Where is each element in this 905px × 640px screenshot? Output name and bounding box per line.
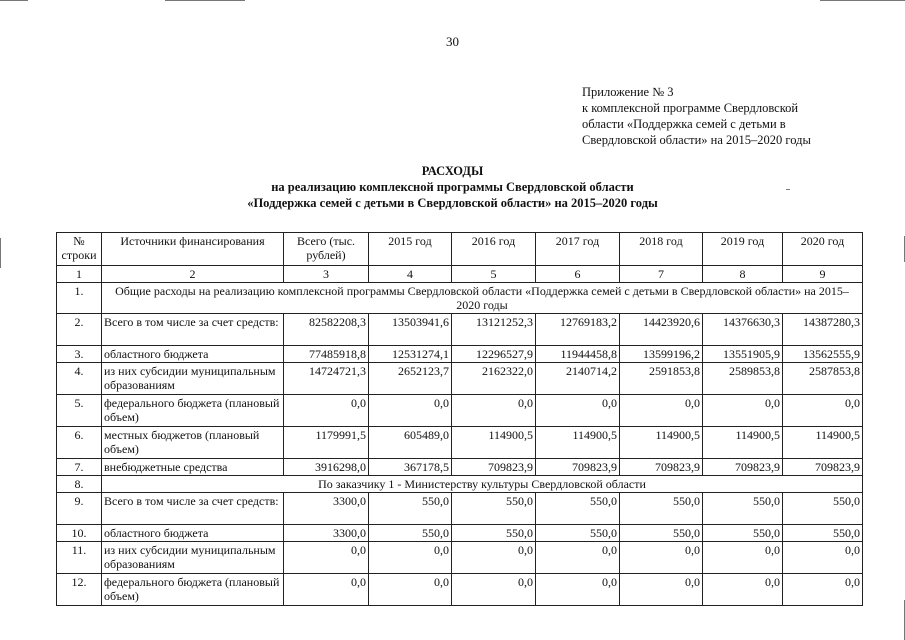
table-row [57,346,863,363]
row-number-cell: 4. [57,363,102,395]
table-row [57,493,863,525]
year-value-cell: 550,0 [369,493,452,525]
page-number: 30 [446,34,459,49]
year-value-cell: 550,0 [536,525,620,542]
heading-line: «Поддержка семей с детьми в Свердловской области» на 2015–2020 годы [247,196,658,210]
year-value-cell: 2591853,8 [620,363,703,395]
table-row [57,395,863,427]
column-number-row [57,266,863,283]
header-cell-year: 2018 год [620,233,703,266]
year-value-cell: 550,0 [703,525,783,542]
row-number-cell: 7. [57,459,102,476]
header-cell-year: 2020 год [783,233,863,266]
row-number-cell: 6. [57,427,102,459]
table-row [57,314,863,346]
year-value-cell: 709823,9 [452,459,536,476]
funding-source-cell: Всего в том числе за счет средств: [102,493,284,525]
total-value-cell: 77485918,8 [284,346,369,363]
header-cell-year: 2017 год [536,233,620,266]
year-value-cell: 550,0 [620,493,703,525]
year-value-cell: 0,0 [703,542,783,574]
appendix-line: области «Поддержка семей с детьми в [582,117,786,131]
scan-edge-mark-top-mid [165,0,245,1]
year-value-cell: 2140714,2 [536,363,620,395]
column-number: 2 [102,266,284,283]
total-value-cell: 3300,0 [284,493,369,525]
funding-source-cell: областного бюджета [102,525,284,542]
year-value-cell: 13562555,9 [783,346,863,363]
year-value-cell: 605489,0 [369,427,452,459]
table-row [57,476,863,493]
year-value-cell: 550,0 [452,493,536,525]
funding-source-cell: федерального бюджета (плановый объем) [102,395,284,427]
column-number: 7 [620,266,703,283]
year-value-cell: 2587853,8 [783,363,863,395]
year-value-cell: 12769183,2 [536,314,620,346]
year-value-cell: 0,0 [703,574,783,606]
funding-source-cell: из них субсидии муниципальным образованиям [102,542,284,574]
appendix-line: Свердловской области» на 2015–2020 годы [582,133,811,147]
header-cell-source: Источники финансирования [102,233,284,266]
row-number-cell: 1. [57,283,102,314]
table-row [57,525,863,542]
year-value-cell: 14376630,3 [703,314,783,346]
funding-source-cell: местных бюджетов (плановый объем) [102,427,284,459]
funding-source-cell: федерального бюджета (плановый объем) [102,574,284,606]
year-value-cell: 0,0 [783,574,863,606]
total-value-cell: 0,0 [284,542,369,574]
heading-line: на реализацию комплексной программы Свердловской области [271,180,634,194]
heading-title: РАСХОДЫ [421,164,484,178]
year-value-cell: 13551905,9 [703,346,783,363]
total-value-cell: 0,0 [284,574,369,606]
year-value-cell: 550,0 [703,493,783,525]
year-value-cell: 0,0 [452,395,536,427]
appendix-line: Приложение № 3 [582,85,674,99]
table-row [57,542,863,574]
funding-source-cell: областного бюджета [102,346,284,363]
row-number-cell: 2. [57,314,102,346]
row-number-cell: 9. [57,493,102,525]
year-value-cell: 12531274,1 [369,346,452,363]
appendix-note [582,84,811,148]
header-cell-total: Всего (тыс. рублей) [284,233,369,266]
scan-edge-mark-top-left [0,0,28,1]
year-value-cell: 550,0 [536,493,620,525]
column-number: 8 [703,266,783,283]
header-cell-year: 2015 год [369,233,452,266]
funding-source-cell: внебюджетные средства [102,459,284,476]
table-header-row [57,233,863,266]
section-title-cell: По заказчику 1 - Министерству культуры Свердловской области [102,476,863,493]
year-value-cell: 2652123,7 [369,363,452,395]
document-heading [0,163,905,211]
section-title-cell: Общие расходы на реализацию комплексной программы Свердловской области «Поддержка семей с детьми в Свердловской области» на 2015–2020 годы [102,283,863,314]
year-value-cell: 14423920,6 [620,314,703,346]
column-number: 9 [783,266,863,283]
total-value-cell: 82582208,3 [284,314,369,346]
year-value-cell: 0,0 [783,395,863,427]
year-value-cell: 709823,9 [536,459,620,476]
column-number: 4 [369,266,452,283]
scan-edge-mark-top-right [820,0,905,1]
year-value-cell: 550,0 [783,525,863,542]
year-value-cell: 14387280,3 [783,314,863,346]
total-value-cell: 3916298,0 [284,459,369,476]
appendix-line: к комплексной программе Свердловской [582,101,799,115]
year-value-cell: 0,0 [536,542,620,574]
year-value-cell: 709823,9 [783,459,863,476]
header-cell-year: 2019 год [703,233,783,266]
header-cell-row-number: № строки [57,233,102,266]
year-value-cell: 0,0 [703,395,783,427]
scan-edge-mark-left [0,238,1,268]
year-value-cell: 0,0 [783,542,863,574]
table-row [57,574,863,606]
year-value-cell: 0,0 [369,542,452,574]
year-value-cell: 114900,5 [452,427,536,459]
table-row [57,283,863,314]
year-value-cell: 114900,5 [783,427,863,459]
year-value-cell: 709823,9 [620,459,703,476]
year-value-cell: 0,0 [452,542,536,574]
year-value-cell: 0,0 [369,574,452,606]
table-row [57,427,863,459]
year-value-cell: 2162322,0 [452,363,536,395]
column-number: 5 [452,266,536,283]
total-value-cell: 1179991,5 [284,427,369,459]
year-value-cell: 114900,5 [703,427,783,459]
year-value-cell: 550,0 [452,525,536,542]
year-value-cell: 0,0 [620,542,703,574]
year-value-cell: 550,0 [620,525,703,542]
table-row [57,459,863,476]
funding-source-cell: из них субсидии муниципальным образованиям [102,363,284,395]
year-value-cell: 0,0 [536,395,620,427]
column-number: 3 [284,266,369,283]
year-value-cell: 367178,5 [369,459,452,476]
year-value-cell: 550,0 [369,525,452,542]
row-number-cell: 12. [57,574,102,606]
year-value-cell: 0,0 [620,395,703,427]
year-value-cell: 0,0 [452,574,536,606]
year-value-cell: 114900,5 [536,427,620,459]
year-value-cell: 13121252,3 [452,314,536,346]
row-number-cell: 10. [57,525,102,542]
funding-source-cell: Всего в том числе за счет средств: [102,314,284,346]
row-number-cell: 8. [57,476,102,493]
year-value-cell: 13503941,6 [369,314,452,346]
year-value-cell: 13599196,2 [620,346,703,363]
row-number-cell: 3. [57,346,102,363]
year-value-cell: 0,0 [536,574,620,606]
header-cell-year: 2016 год [452,233,536,266]
column-number: 1 [57,266,102,283]
year-value-cell: 114900,5 [620,427,703,459]
table-row [57,363,863,395]
year-value-cell: 2589853,8 [703,363,783,395]
year-value-cell: 709823,9 [703,459,783,476]
year-value-cell: 11944458,8 [536,346,620,363]
year-value-cell: 550,0 [783,493,863,525]
year-value-cell: 12296527,9 [452,346,536,363]
row-number-cell: 11. [57,542,102,574]
total-value-cell: 0,0 [284,395,369,427]
expenses-table [56,232,863,606]
column-number: 6 [536,266,620,283]
year-value-cell: 0,0 [369,395,452,427]
year-value-cell: 0,0 [620,574,703,606]
row-number-cell: 5. [57,395,102,427]
total-value-cell: 3300,0 [284,525,369,542]
total-value-cell: 14724721,3 [284,363,369,395]
